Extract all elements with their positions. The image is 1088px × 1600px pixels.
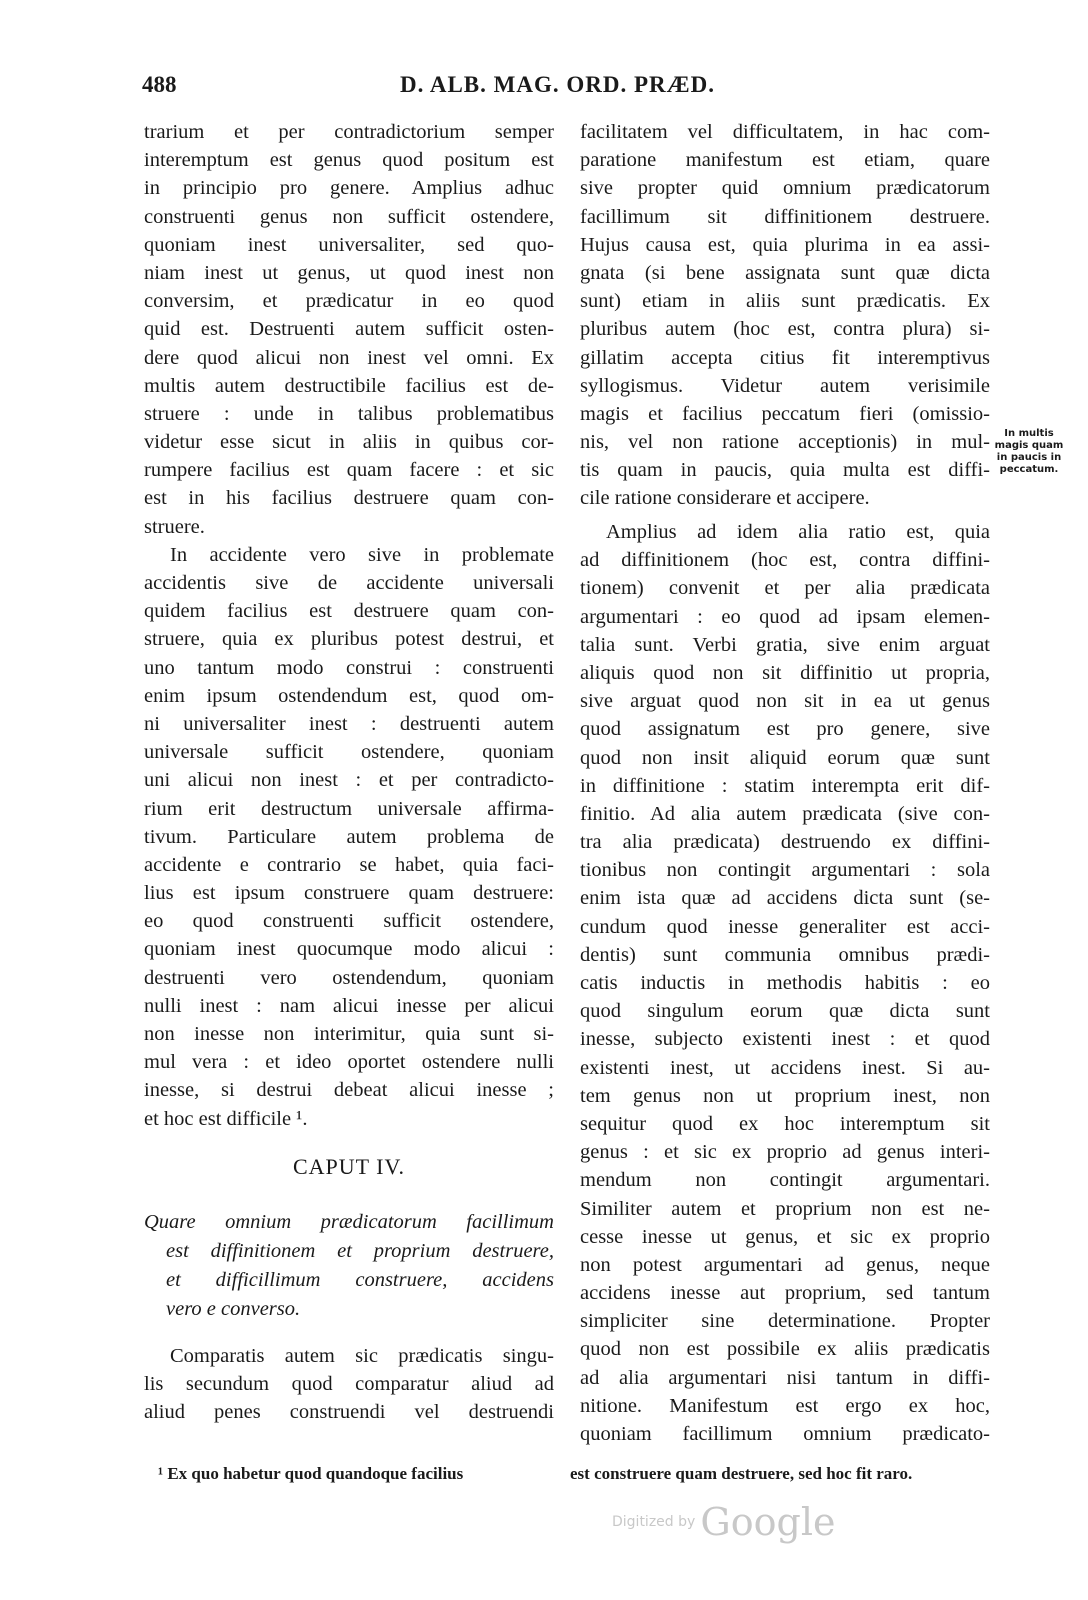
text-line: rumpere facilius est quam facere : et sic	[144, 459, 554, 482]
text-line: pluribus autem (hoc est, contra plura) si-	[580, 318, 990, 341]
text-line: videtur esse sicut in aliis in quibus cor-	[144, 431, 554, 454]
text-line: uno tantum modo construi : construenti	[144, 656, 554, 679]
text-line: finitio. Ad alia autem prædicata (sive con-	[580, 802, 990, 825]
text-line: quid est. Destruenti autem sufficit osten-	[144, 318, 554, 341]
summary-line: vero e converso.	[166, 1298, 301, 1320]
text-line: tis quam in paucis, quia multa est diffi-	[580, 459, 990, 482]
text-line: cile ratione considerare et accipere.	[580, 487, 870, 510]
text-line: sunt) etiam in aliis sunt prædicatis. Ex	[580, 290, 990, 313]
text-line: tivum. Particulare autem problema de	[144, 825, 554, 848]
margin-note-line: peccatum.	[999, 464, 1059, 475]
margin-note-line: in paucis in	[996, 452, 1062, 463]
text-line: enim ista quæ ad accidens dicta sunt (se-	[580, 887, 990, 910]
text-line: inesse, si destrui debeat alicui inesse ;	[144, 1079, 554, 1102]
text-line: nitione. Manifestum est ergo ex hoc,	[580, 1394, 990, 1417]
text-line: enim ipsum ostendendum est, quod om-	[144, 684, 554, 707]
text-line: rium erit destructum universale affirma-	[144, 797, 554, 820]
text-line: destruenti vero ostendendum, quoniam	[144, 966, 554, 989]
text-line: ni universaliter inest : destruenti autem	[144, 712, 554, 735]
text-line: genus : et sic ex proprio ad genus interi-	[580, 1141, 990, 1164]
text-line: non potest argumentari ad genus, neque	[580, 1253, 990, 1276]
text-line: uni alicui non inest : et per contradicto-	[144, 769, 554, 792]
footnote-left: ¹ Ex quo habetur quod quandoque facilius	[158, 1464, 464, 1483]
margin-note-line: magis quam	[994, 440, 1064, 451]
text-line: facilitatem vel difficultatem, in hac com-	[580, 121, 990, 143]
text-line: tionibus non contingit argumentari : sola	[580, 859, 990, 882]
text-line: est in his facilius destruere quam con-	[144, 487, 554, 510]
summary-line: Quare omnium prædicatorum facillimum	[144, 1211, 554, 1233]
text-line: cundum quod inesse generaliter est acci-	[580, 915, 990, 938]
text-line: dere quod alicui non inest vel omni. Ex	[144, 346, 554, 369]
text-line: accidente e contrario se habet, quia faci-	[144, 853, 554, 876]
text-line: quoniam facillimum omnium prædicato-	[580, 1423, 990, 1445]
text-line: ad diffinitionem (hoc est, contra diffini-	[580, 549, 990, 572]
left-column	[144, 118, 554, 1133]
text-line: dentis) sunt communia omnibus prædi-	[580, 943, 990, 966]
text-line: paratione manifestum est etiam, quare	[580, 149, 990, 172]
text-line: Comparatis autem sic prædicatis singu-	[170, 1345, 554, 1367]
text-line: tionem) convenit et per alia prædicata	[580, 577, 990, 600]
text-line: sive propter quid omnium prædicatorum	[580, 177, 990, 200]
margin-note	[994, 428, 1064, 476]
page-number: 488	[142, 72, 177, 97]
text-line: In accidente vero sive in problemate	[170, 543, 554, 566]
text-line: inesse, subjecto existenti inest : et quod	[580, 1028, 990, 1051]
summary-line: est diffinitionem et proprium destruere,	[166, 1240, 554, 1262]
margin-note-line: In multis	[1004, 428, 1054, 439]
text-line: non inesse non interimitur, quia sunt si-	[144, 1023, 554, 1045]
text-line: magis et facilius peccatum fieri (omissio-	[580, 402, 990, 425]
left-paragraph-3	[144, 1342, 554, 1427]
text-line: trarium et per contradictorium semper	[144, 121, 554, 143]
text-line: quod singulum eorum quæ dicta sunt	[580, 1000, 990, 1023]
text-line: gnata (si bene assignata sunt quæ dicta	[580, 261, 990, 284]
text-line: existenti inest, ut accidens inest. Si au-	[580, 1056, 990, 1079]
text-line: quoniam inest quocumque modo alicui :	[144, 938, 554, 961]
text-line: ad alia argumentari nisi tantum in diffi-	[580, 1366, 990, 1389]
text-line: in principio pro genere. Amplius adhuc	[144, 177, 554, 200]
right-paragraph-1	[580, 118, 990, 513]
text-line: sequitur quod ex hoc interemptum sit	[580, 1112, 990, 1135]
text-line: Amplius ad idem alia ratio est, quia	[606, 521, 990, 543]
text-line: interemptum est genus quod positum est	[144, 149, 554, 172]
text-line: aliud penes construendi vel destruendi	[144, 1401, 554, 1424]
text-line: lis secundum quod comparatur aliud ad	[144, 1373, 554, 1396]
text-line: simpliciter sine determinatione. Propter	[580, 1310, 990, 1333]
text-line: construenti genus non sufficit ostendere,	[144, 205, 554, 228]
text-line: syllogismus. Videtur autem verisimile	[580, 374, 990, 397]
right-column	[580, 118, 990, 513]
text-line: quoniam inest universaliter, sed quo-	[144, 233, 554, 256]
text-line: quod non insit aliquid eorum quæ sunt	[580, 746, 990, 769]
text-line: multis autem destructibile facilius est de-	[144, 374, 554, 397]
text-line: niam inest ut genus, ut quod inest non	[144, 261, 554, 284]
text-line: mendum non contingit argumentari.	[580, 1169, 990, 1192]
text-line: Hujus causa est, quia plurima in ea assi-	[580, 233, 990, 256]
watermark-prefix: Digitized by	[612, 1514, 696, 1530]
text-line: cesse inesse ut genus, et sic ex proprio	[580, 1225, 990, 1248]
chapter-title: CAPUT IV.	[292, 1154, 406, 1179]
text-line: Similiter autem et proprium non est ne-	[580, 1197, 990, 1220]
text-line: tem genus non ut proprium inest, non	[580, 1084, 990, 1107]
digitized-watermark	[612, 1500, 835, 1544]
running-head: D. ALB. MAG. ORD. PRÆD.	[400, 72, 715, 97]
text-line: accidens inesse aut proprium, sed tantum	[580, 1282, 990, 1305]
chapter-summary	[144, 1208, 554, 1324]
text-line: struere, quia ex pluribus potest destrui, et	[144, 628, 554, 651]
text-line: nis, vel non ratione acceptionis) in mul-	[580, 431, 990, 454]
text-line: aliquis quod non sit diffinitio ut propria,	[580, 661, 990, 684]
text-line: accidentis sive de accidente universali	[144, 572, 554, 594]
text-line: conversim, et prædicatur in eo quod	[144, 290, 554, 313]
text-line: quidem facilius est destruere quam con-	[144, 600, 554, 623]
right-paragraph-2	[580, 518, 990, 1448]
left-paragraph-1	[144, 118, 554, 541]
text-line: nulli inest : nam alicui inesse per alicui	[144, 994, 554, 1017]
text-line: quod non est possibile ex aliis prædicatis	[580, 1338, 990, 1361]
summary-line: et difficillimum construere, accidens	[166, 1269, 554, 1291]
text-line: talia sunt. Verbi gratia, sive enim arguat	[580, 633, 990, 656]
text-line: argumentari : eo quod ad ipsam elemen-	[580, 605, 990, 628]
left-paragraph-2	[144, 541, 554, 1133]
text-line: eo quod construenti sufficit ostendere,	[144, 910, 554, 933]
text-line: catis inductis in methodis habitis : eo	[580, 972, 990, 994]
text-line: universale sufficit ostendere, quoniam	[144, 741, 554, 764]
footnote-right: est construere quam destruere, sed hoc fit raro.	[570, 1464, 913, 1483]
text-line: et hoc est difficile ¹.	[144, 1107, 308, 1130]
text-line: facillimum sit diffinitionem destruere.	[580, 205, 990, 228]
text-line: quod assignatum est pro genere, sive	[580, 718, 990, 741]
google-logo: Google	[700, 1500, 836, 1544]
text-line: in diffinitione : statim interempta erit dif-	[580, 774, 990, 797]
right-column-continued	[580, 518, 990, 1448]
text-line: sive arguat quod non sit in ea ut genus	[580, 690, 990, 713]
text-line: struere : unde in talibus problematibus	[144, 402, 554, 425]
text-line: mul vera : et ideo oportet ostendere nulli	[144, 1051, 554, 1074]
text-line: tra alia prædicata) destruendo ex diffini-	[580, 831, 990, 854]
text-line: gillatim accepta citius fit interemptivus	[580, 346, 990, 369]
text-line: struere.	[144, 515, 205, 538]
text-line: lius est ipsum construere quam destruere:	[144, 882, 554, 905]
